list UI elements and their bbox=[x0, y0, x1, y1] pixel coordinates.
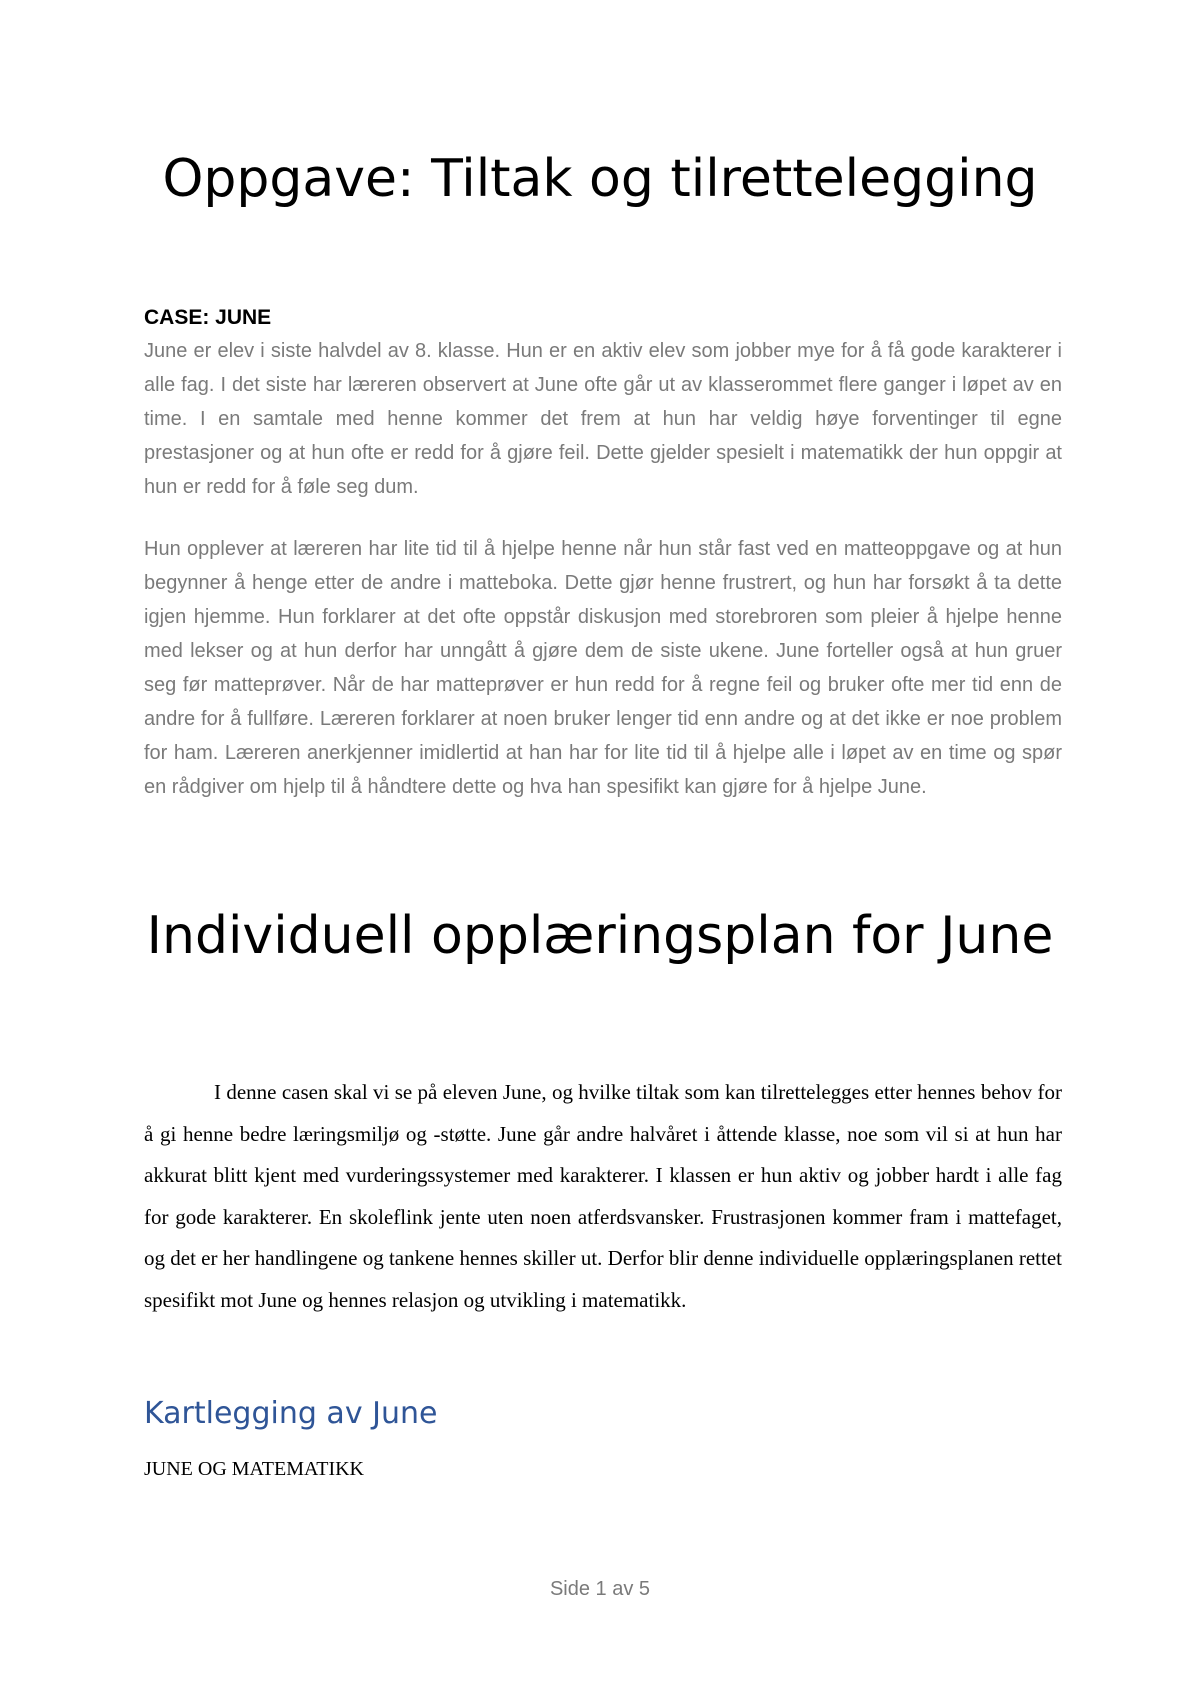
case-label: CASE: JUNE bbox=[144, 306, 272, 329]
subsection-heading: JUNE OG MATEMATIKK bbox=[144, 1458, 364, 1480]
intro-paragraph: I denne casen skal vi se på eleven June, og hvilke tiltak som kan tilrettelegges etter hennes behov for å gi henne bedre læringsmiljø og -støtte. June går andre halvåret i åttende klasse, noe som vil si at hun har akkurat blitt kjent med vurderingssystemer med karakterer. I klassen er hun aktiv og jobber hardt i alle fag for gode karakterer. En skoleflink jente uten noen atferdsvansker. Frustrasjonen kommer fram i mattefaget, og det er her handlingene og tankene hennes skiller ut. Derfor blir denne individuelle opplæringsplanen rettet spesifikt mot June og hennes relasjon og utvikling i matematikk. bbox=[144, 1080, 1062, 1312]
case-paragraph: June er elev i siste halvdel av 8. klasse. Hun er en aktiv elev som jobber mye for å få gode karakterer i alle fag. I det siste har læreren observert at June ofte går ut av klasserommet flere ganger i løpet av en time. I en samtale med henne kommer det frem at hun har veldig høye forventinger til egne prestasjoner og at hun ofte er redd for å gjøre feil. Dette gjelder spesielt i matematikk der hun oppgir at hun er redd for å føle seg dum. bbox=[144, 340, 1062, 498]
page-footer: Side 1 av 5 bbox=[549, 1578, 651, 1600]
plan-heading: Individuell opplæringsplan for June bbox=[146, 906, 1054, 966]
document-title: Oppgave: Tiltak og tilrettelegging bbox=[162, 149, 1038, 209]
case-paragraph: Hun opplever at læreren har lite tid til å hjelpe henne når hun står fast ved en matteoppgave og at hun begynner å henge etter de andre i matteboka. Dette gjør henne frustrert, og hun har forsøkt å ta dette igjen hjemme. Hun forklarer at det ofte oppstår diskusjon med storebroren som pleier å hjelpe henne med lekser og at hun derfor har unngått å gjøre dem de siste ukene. June forteller også at hun gruer seg før matteprøver. Når de har matteprøver er hun redd for å regne feil og bruker ofte mer tid enn de andre for å fullføre. Læreren forklarer at noen bruker lenger tid enn andre og at det ikke er noe problem for ham. Læreren anerkjenner imidlertid at han har for lite tid til å hjelpe alle i løpet av en time og spør en rådgiver om hjelp til å håndtere dette og hva han spesifikt kan gjøre for å hjelpe June. bbox=[144, 538, 1062, 798]
section-heading: Kartlegging av June bbox=[144, 1396, 438, 1431]
